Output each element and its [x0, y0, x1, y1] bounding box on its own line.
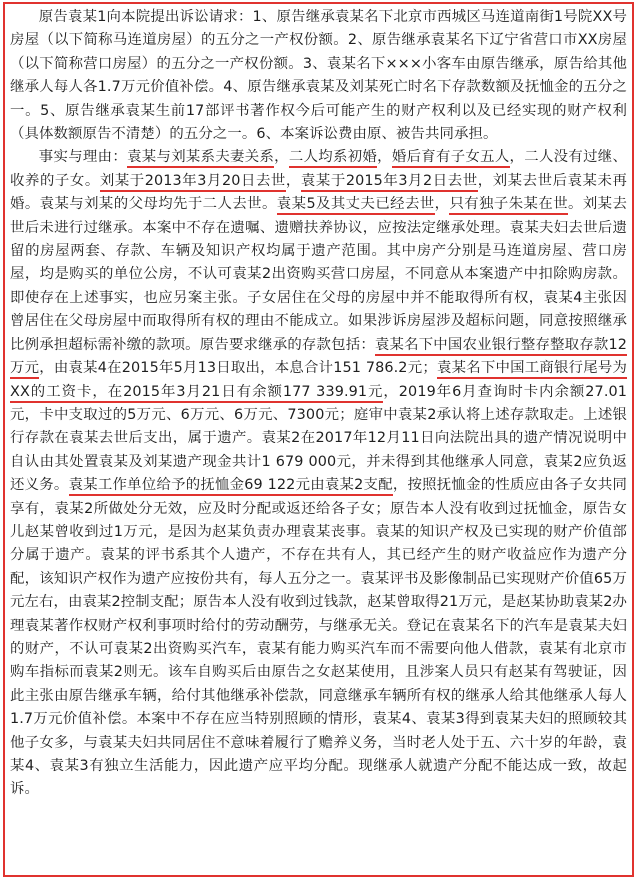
paragraph-text: ，二人没有过继、收养的子女。 [10, 149, 627, 189]
paragraph-text: 原告袁某1向本院提出诉讼请求：1、原告继承袁某名下北京市西城区马连道南街1号院XX号房屋（以下简称马连道房屋）的五分之一产权份额。2、原告继承袁某名下辽宁省营口市XX房屋（以下简称营口房屋）的五分之一产权份额。3、袁某名下×××小客车由原告继承，原告给其他继承人每人各1.7万元价值补偿。4、原告继承袁某及刘某死亡时名下存款数额及抚恤金的五分之一。5、原告继承袁某生前17部评书著作权今后可能产生的财产权利以及已经实现的财产权利（具体数额原告不清楚）的五分之一。6、本案诉讼费由原、被告共同承担。 [10, 9, 627, 143]
paragraph-text: ，按照抚恤金的性质应由各子女共同享有，袁某2所做处分无效，应及时分配或返还给各子女；原告本人没有收到过抚恤金，原告女儿赵某曾收到过1万元，是因为赵某负责办理袁某丧事。袁某的知识产权及已实现的财产价值部分属于遗产。袁某的评书系其个人遗产，不存在共有人，其已经产生的财产收益应作为遗产分配，该知识产权作为遗产应按份共有，每人五分之一。袁某评书及影像制品已实现财产价值65万元左右，由袁某2控制支配；原告本人没有收到过钱款，赵某曾取得21万元，是赵某协助袁某2办理袁某著作权财产权利事项时给付的劳动酬劳，与继承无关。登记在袁某名下的汽车是袁某夫妇的财产，不认可袁某2出资购买汽车，袁某有能力购买汽车而不需要向他人借款，袁某有北京市购车指标而袁某2则无。该车自购买后由原告之女赵某使用，且涉案人员只有赵某有驾驶证，因此主张由原告继承车辆，给付其他继承补偿款，同意继承车辆所有权的继承人给其他继承人每人1.7万元价值补偿。本案中不存在应当特别照顾的情形，袁某4、袁某3得到袁某夫妇的照顾较其他子女多，与袁某夫妇共同居住不意味着履行了赡养义务，当时老人处于五、六十岁的年龄，袁某4、袁某3有独立生活能力，因此遗产应平均分配。现继承人就遗产分配不能达成一致，故起诉。 [10, 477, 627, 798]
paragraph-text: ， [377, 149, 392, 166]
underlined-text: 婚后育有子女五人 [392, 149, 510, 168]
underlined-text: 袁某名下中国工商银行尾号为XX的工资卡，在2015年3月21日有余额177 339.91元 [10, 360, 627, 402]
underlined-text: 袁某名下中国农业银行整存整取存款12万元 [10, 337, 627, 379]
paragraph-text: ，2019年6月查询时卡内余额27.01元，卡中支取过的5万元、6万元、6万元、7300元；庭审中袁某2承认将上述存款取走。上述银行存款在袁某去世后支出，属于遗产。袁某2在2017年12月11日向法院出具的遗产情况说明中自认由其处置袁某及刘某遗产现金共计1 679 000元，并未得到其他继承人同意，袁某2应负返还义务。 [10, 383, 627, 494]
underlined-text: 袁某工作单位给予的抚恤金69 122元由袁某2支配 [69, 477, 393, 496]
paragraph-text: ， [274, 149, 289, 166]
underlined-text: 袁某5及其丈夫已经去世 [277, 196, 435, 215]
paragraph-text: 事实与理由： [38, 149, 128, 166]
paragraph [10, 146, 627, 801]
paragraph-text: ， [285, 172, 301, 189]
paragraph [10, 6, 627, 146]
paragraph-text: ， [434, 196, 450, 213]
document-body [10, 6, 627, 802]
underlined-text: 袁某与刘某系夫妻关系 [127, 149, 274, 168]
underlined-text: 只有独子朱某在世 [449, 196, 568, 215]
underlined-text: 二人均系初婚 [289, 149, 377, 168]
underlined-text: 刘某于2013年3月20日去世 [100, 173, 286, 192]
paragraph-text: ，刘某去世后袁某未再婚。袁某与刘某的父母均先于二人去世。 [10, 172, 627, 213]
paragraph-text: 。刘某去世后未进行过继承。本案中不存在遗嘱、遗赠扶养协议，应按法定继承处理。袁某夫妇去世后遗留的房屋两套、存款、车辆及知识产权均属于遗产范围。其中房产分别是马连道房屋、营口房屋，均是购买的单位公房，不认可袁某2出资购买营口房屋，不同意从本案遗产中扣除购房款。即使存在上述事实，也应另案主张。子女居住在父母的房屋中并不能取得所有权，袁某4主张因曾居住在父母房屋中而取得所有权的理由不能成立。如果涉诉房屋涉及超标问题，同意按照继承比例承担超标需补缴的款项。原告要求继承的存款包括： [10, 196, 627, 353]
paragraph-text: ，由袁某4在2015年5月13日取出，本息合计151 786.2元； [39, 360, 437, 377]
underlined-text: 袁某于2015年3月2日去世 [301, 173, 478, 192]
